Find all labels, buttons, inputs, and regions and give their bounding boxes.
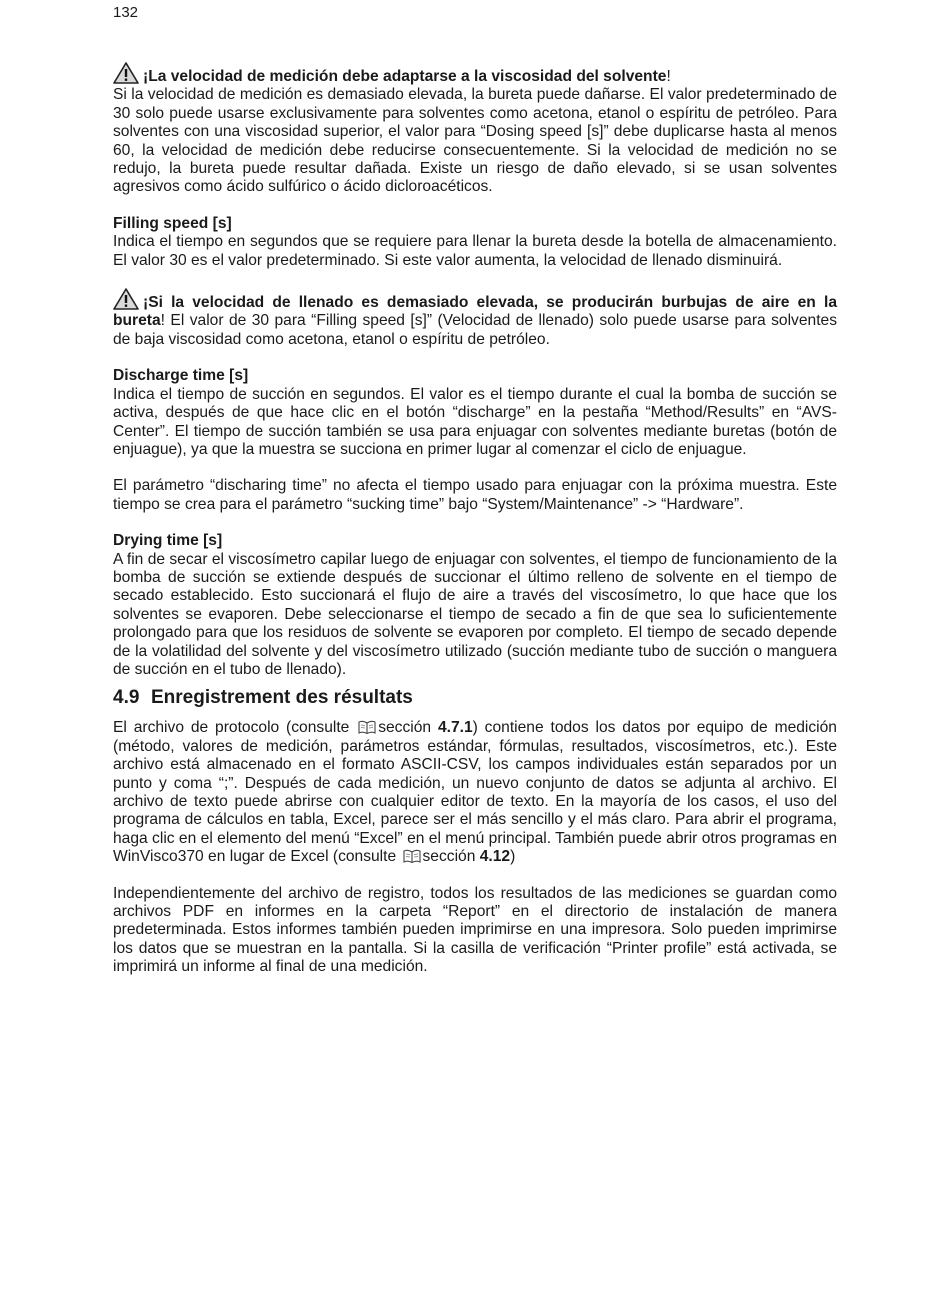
warning-text-2: ! El valor de 30 para “Filling speed [s]” (Velocidad de llenado) solo puede usarse para solventes de baja viscosidad como acetona, etanol o espíritu de petróleo. — [113, 312, 837, 348]
section-heading — [113, 687, 837, 709]
discharge-time-heading: Discharge time [s] — [113, 367, 249, 385]
section-number: 4.9 — [113, 687, 140, 709]
section-text-b: ) contiene todos los datos por equipo de medición (método, valores de medición, parámetros estándar, fórmulas, resultados, viscosímetros, etc.). Este archivo está almacenado en el formato ASCII-CSV, los campos individuales están separados por un punto y coma “;”. Después de cada medición, un nuevo conjunto de datos se adjunta al archivo. El archivo de texto puede abrirse con cualquier editor de texto. En la mayoría de los casos, el uso del programa de cálculos en tabla, Excel, parece ser el más sencillo y el más claro. Para abrir el programa, haga clic en el elemento del menú “Excel” en el menú principal. También puede abrir otros programas en WinVisco370 en lugar de Excel (consulte — [113, 719, 837, 866]
drying-time-text: A fin de secar el viscosímetro capilar luego de enjuagar con solventes, el tiempo de funcionamiento de la bomba de succión se extiende después de succionar el último relleno de solvente en el tiempo de secado establecido. Esto succionará el flujo de aire a través del viscosímetro, lo que hace que los solventes se evaporen. Debe seleccionarse el tiempo de secado a fin de que sea lo suficientemente prolongado para que los residuos de solvente se evaporen por completo. El tiempo de secado depende de la volatilidad del solvente y del viscosímetro utilizado (succión mediante tubo de succión o manguera de succión en el tubo de llenado). — [113, 550, 837, 678]
section-ref-number-2[interactable]: 4.12 — [479, 848, 511, 866]
filling-speed-text: Indica el tiempo en segundos que se requiere para llenar la bureta desde la botella de almacenamiento. El valor 30 es el valor predeterminado. Si este valor aumenta, la velocidad de llenado disminuirá. — [113, 233, 837, 269]
section-text-c: ) — [510, 848, 516, 866]
book-icon — [403, 849, 421, 863]
filling-speed-heading: Filling speed [s] — [113, 214, 232, 232]
document-body — [113, 62, 837, 977]
warning-paragraph-2 — [113, 288, 837, 349]
section-ref-label-1: sección — [378, 719, 438, 737]
drying-time-heading: Drying time [s] — [113, 532, 223, 550]
warning-triangle-icon — [113, 288, 139, 310]
section-ref-label-2: sección — [422, 848, 480, 866]
warning-heading-2: ¡Si la velocidad de llenado es demasiado elevada, se producirán burbujas de aire en la bureta — [113, 294, 837, 330]
discharge-time-paragraph — [113, 367, 837, 459]
section-ref-number-1[interactable]: 4.7.1 — [437, 719, 473, 737]
section-text-a: El archivo de protocolo (consulte — [113, 719, 357, 737]
warning-heading-1: ¡La velocidad de medición debe adaptarse a la viscosidad del solvente — [143, 68, 667, 85]
book-icon — [358, 720, 376, 734]
warning-paragraph-1 — [113, 62, 837, 197]
section-paragraph-2: Independientemente del archivo de registro, todos los resultados de las mediciones se guardan como archivos PDF en informes en la carpeta “Report” en el directorio de instalación de manera predeterminada. Estos informes también pueden imprimirse en una impresora. Solo pueden imprimirse los datos que se muestran en la pantalla. Si la casilla de verificación “Printer profile” está activada, se imprimirá un informe al final de una medición. — [113, 884, 837, 976]
page-number: 132 — [113, 4, 139, 21]
filling-speed-paragraph — [113, 215, 837, 270]
discharge-time-text: Indica el tiempo de succión en segundos. El valor es el tiempo durante el cual la bomba de succión se activa, después de que hace clic en el botón “discharge” en la pestaña “Method/Results” en “AVS-Center”. El tiempo de succión también se usa para enjuagar con solventes mediante buretas (botón de enjuague), ya que la muestra se succiona en primer lugar al comenzar el ciclo de enjuague. — [113, 385, 837, 458]
warning-text-1: Si la velocidad de medición es demasiado elevada, la bureta puede dañarse. El valor predeterminado de 30 solo puede usarse exclusivamente para solventes como acetona, etanol o espíritu de petróleo. Para solventes con una viscosidad superior, el valor para “Dosing speed [s]” debe duplicarse hasta al menos 60, la velocidad de medición debe reducirse consecuentemente. Si la velocidad de medición no se redujo, la bureta puede resultar dañada. Existe un riesgo de daño elevado, si se usan solventes agresivos como ácido sulfúrico o ácido dicloroacéticos. — [113, 86, 837, 196]
warning-exclaim-1: ! — [666, 68, 671, 85]
drying-time-paragraph — [113, 532, 837, 679]
section-paragraph-1 — [113, 719, 837, 866]
discharge-time-note: El parámetro “discharing time” no afecta el tiempo usado para enjuagar con la próxima muestra. Este tiempo se crea para el parámetro “sucking time” bajo “System/Maintenance” -> “Hardware”. — [113, 477, 837, 513]
warning-triangle-icon — [113, 62, 139, 84]
section-title: Enregistrement des résultats — [151, 687, 413, 709]
